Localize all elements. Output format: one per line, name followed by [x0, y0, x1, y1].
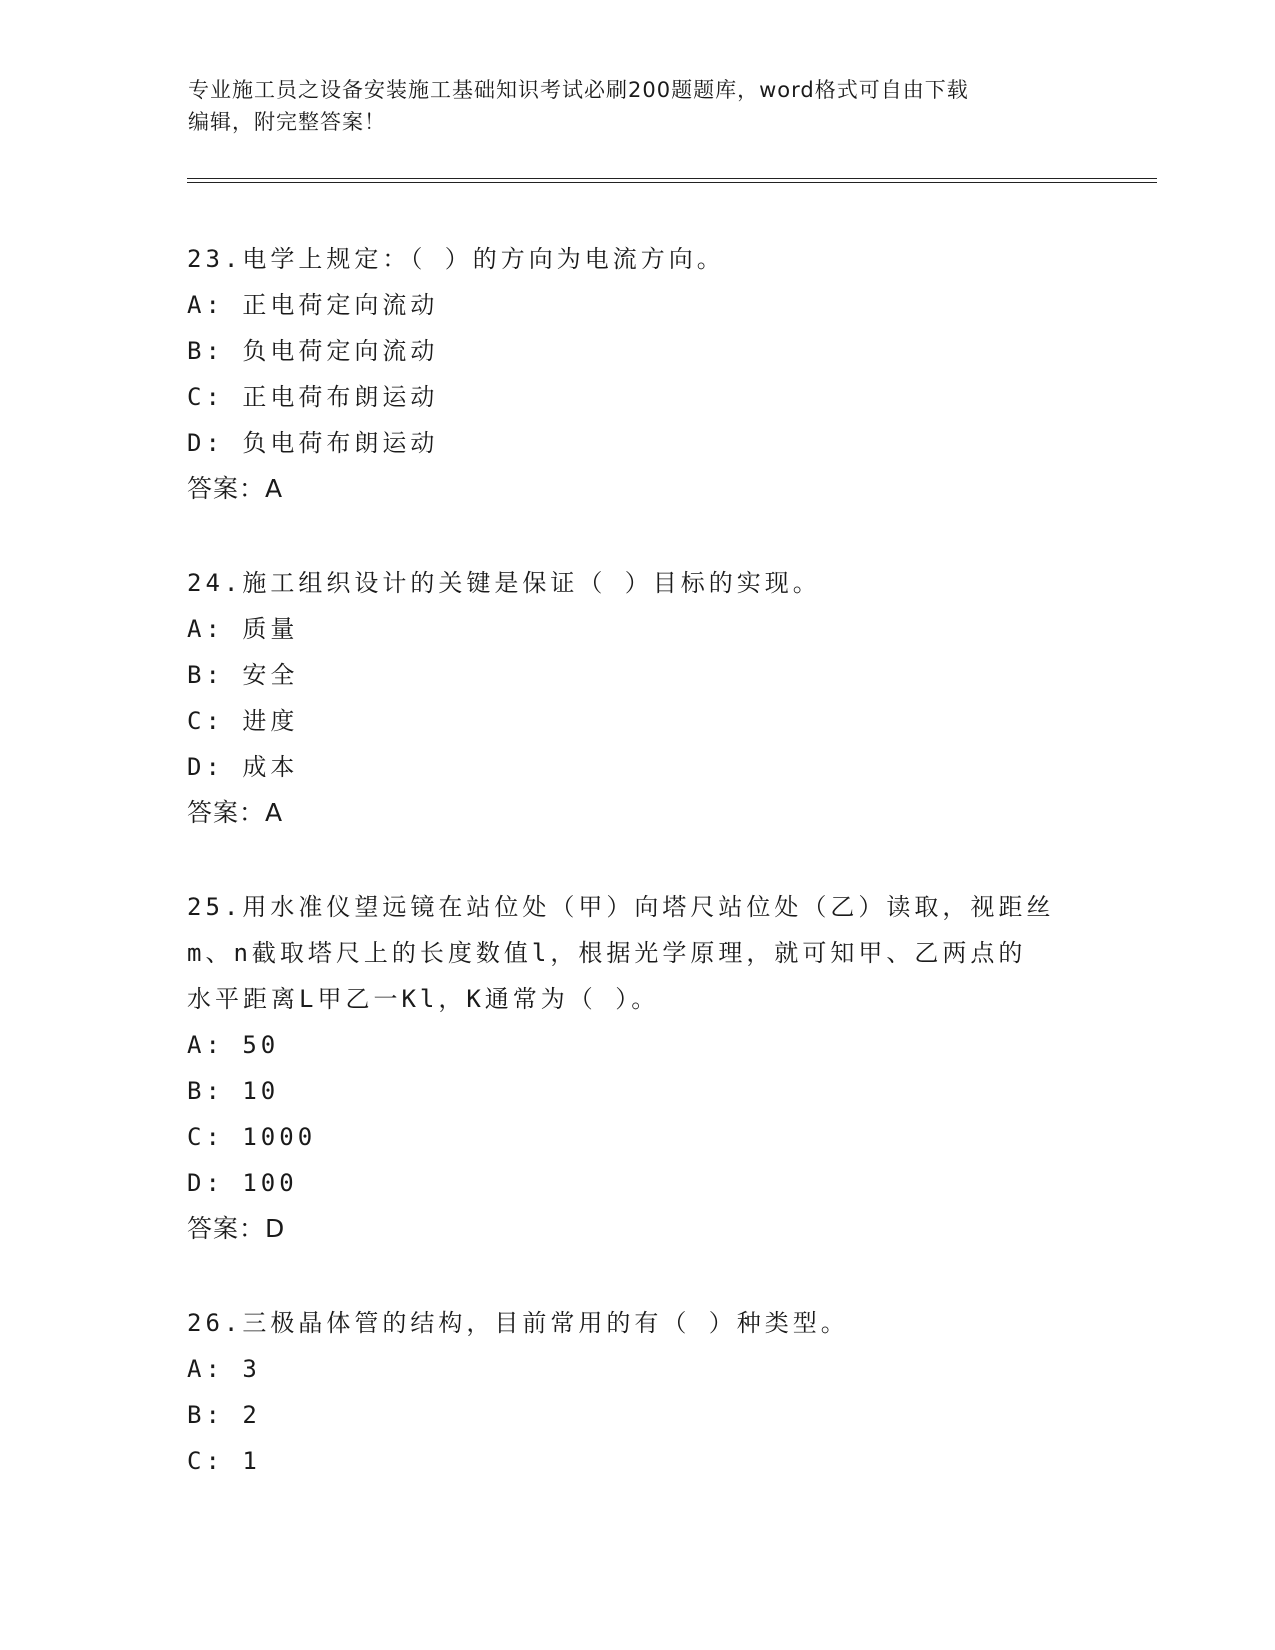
question-stem-line-1: 25.用水准仪望远镜在站位处（甲）向塔尺站位处（乙）读取，视距丝: [187, 893, 1055, 921]
option-b: B: 10: [187, 1077, 280, 1105]
option-c: C: 进度: [187, 707, 299, 735]
question-stem: [187, 884, 1087, 1022]
option-a: A: 正电荷定向流动: [187, 291, 439, 319]
question-25: [187, 884, 1087, 1252]
option-d: D: 100: [187, 1169, 298, 1197]
answer-text: 答案：A: [187, 798, 284, 827]
option-c: C: 1000: [187, 1123, 317, 1151]
option-c: C: 正电荷布朗运动: [187, 383, 439, 411]
question-stem-line-3: 水平距离L甲乙一Kl，K通常为（ ）。: [187, 985, 660, 1013]
option-b: B: 2: [187, 1401, 261, 1429]
question-24: [187, 560, 1087, 836]
option-c: C: 1: [187, 1447, 261, 1475]
question-stem: 26.三极晶体管的结构，目前常用的有（ ）种类型。: [187, 1309, 849, 1337]
header-title-line-2: 编辑，附完整答案！: [188, 110, 386, 134]
question-stem: 23.电学上规定：（ ）的方向为电流方向。: [187, 245, 725, 273]
header-title-line-1: 专业施工员之设备安装施工基础知识考试必刷200题题库，word格式可自由下载: [188, 78, 969, 102]
question-stem: 24.施工组织设计的关键是保证（ ）目标的实现。: [187, 569, 821, 597]
option-d: D: 成本: [187, 753, 299, 781]
question-stem-line-2: m、n截取塔尺上的长度数值l，根据光学原理，就可知甲、乙两点的: [187, 939, 1027, 967]
option-a: A: 50: [187, 1031, 280, 1059]
header-divider-bottom: [187, 182, 1157, 183]
option-a: A: 3: [187, 1355, 261, 1383]
header-divider-top: [187, 178, 1157, 179]
answer-text: 答案：A: [187, 474, 284, 503]
document-header: [188, 74, 1068, 138]
option-b: B: 安全: [187, 661, 299, 689]
option-d: D: 负电荷布朗运动: [187, 429, 439, 457]
question-23: [187, 236, 1087, 512]
question-26: [187, 1300, 1087, 1484]
option-a: A: 质量: [187, 615, 299, 643]
question-list: [187, 236, 1087, 1532]
option-b: B: 负电荷定向流动: [187, 337, 439, 365]
answer-text: 答案：D: [187, 1214, 286, 1243]
